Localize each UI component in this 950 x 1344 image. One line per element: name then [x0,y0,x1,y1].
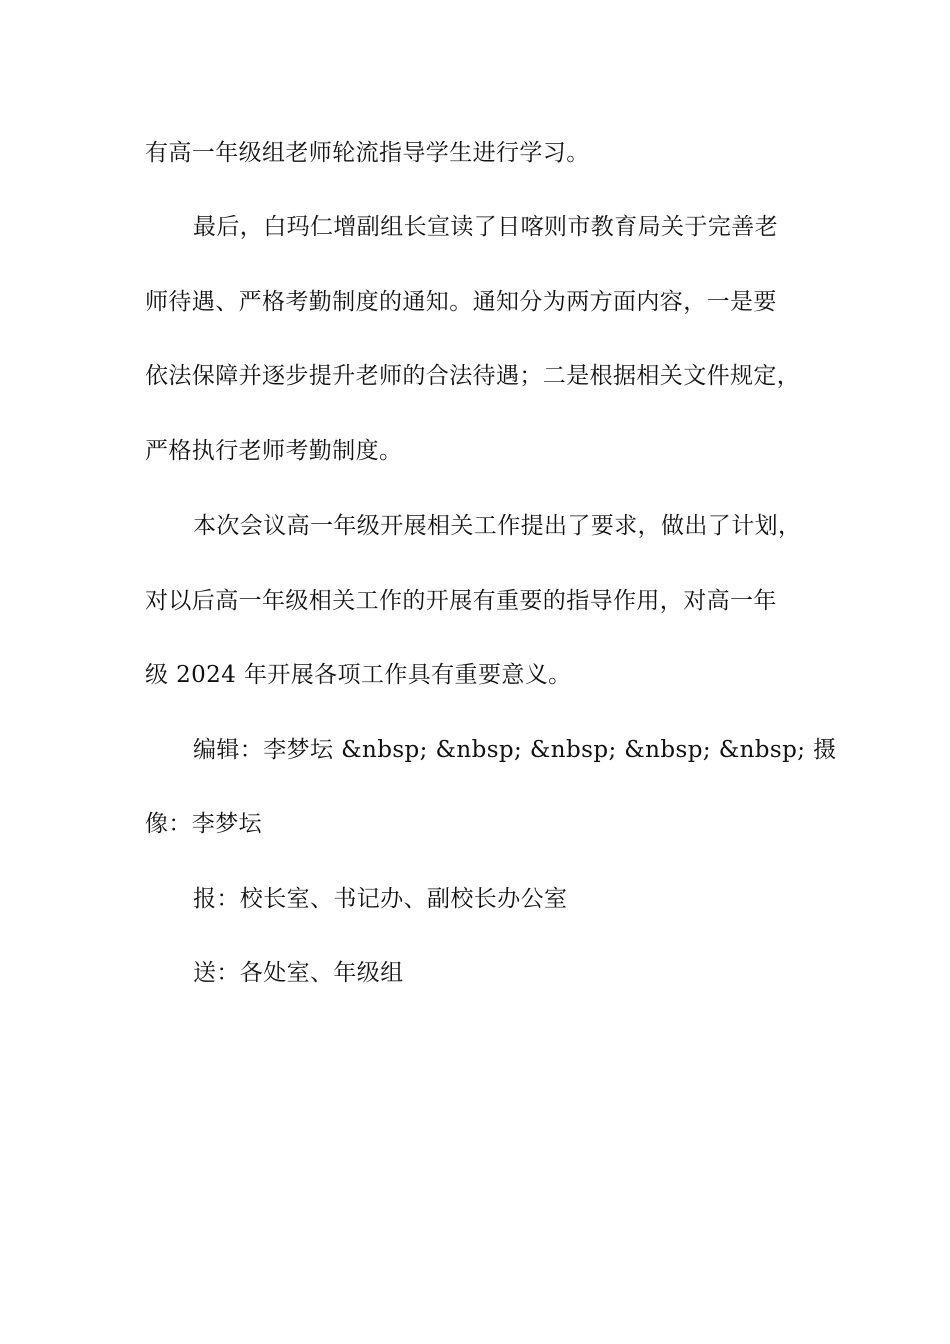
paragraph-line: 本次会议高一年级开展相关工作提出了要求，做出了计划， [193,513,802,539]
send-to-line: 送：各处室、年级组 [193,960,404,986]
paragraph-line: 严格执行老师考勤制度。 [145,438,403,464]
paragraph-line: 级 2024 年开展各项工作具有重要意义。 [145,662,572,688]
paragraph-line: 最后，白玛仁增副组长宣读了日喀则市教育局关于完善老 [193,214,778,240]
paragraph-line: 有高一年级组老师轮流指导学生进行学习。 [145,140,590,166]
paragraph-line: 师待遇、严格考勤制度的通知。通知分为两方面内容，一是要 [145,289,777,315]
photographer-credit-line: 像：李梦坛 [145,811,262,837]
paragraph-line: 依法保障并逐步提升老师的合法待遇；二是根据相关文件规定， [145,363,801,389]
report-to-line: 报：校长室、书记办、副校长办公室 [193,886,568,912]
editor-credit-line: 编辑：李梦坛 &nbsp; &nbsp; &nbsp; &nbsp; &nbsp; 摄 [193,737,837,763]
paragraph-line: 对以后高一年级相关工作的开展有重要的指导作用，对高一年 [145,588,777,614]
